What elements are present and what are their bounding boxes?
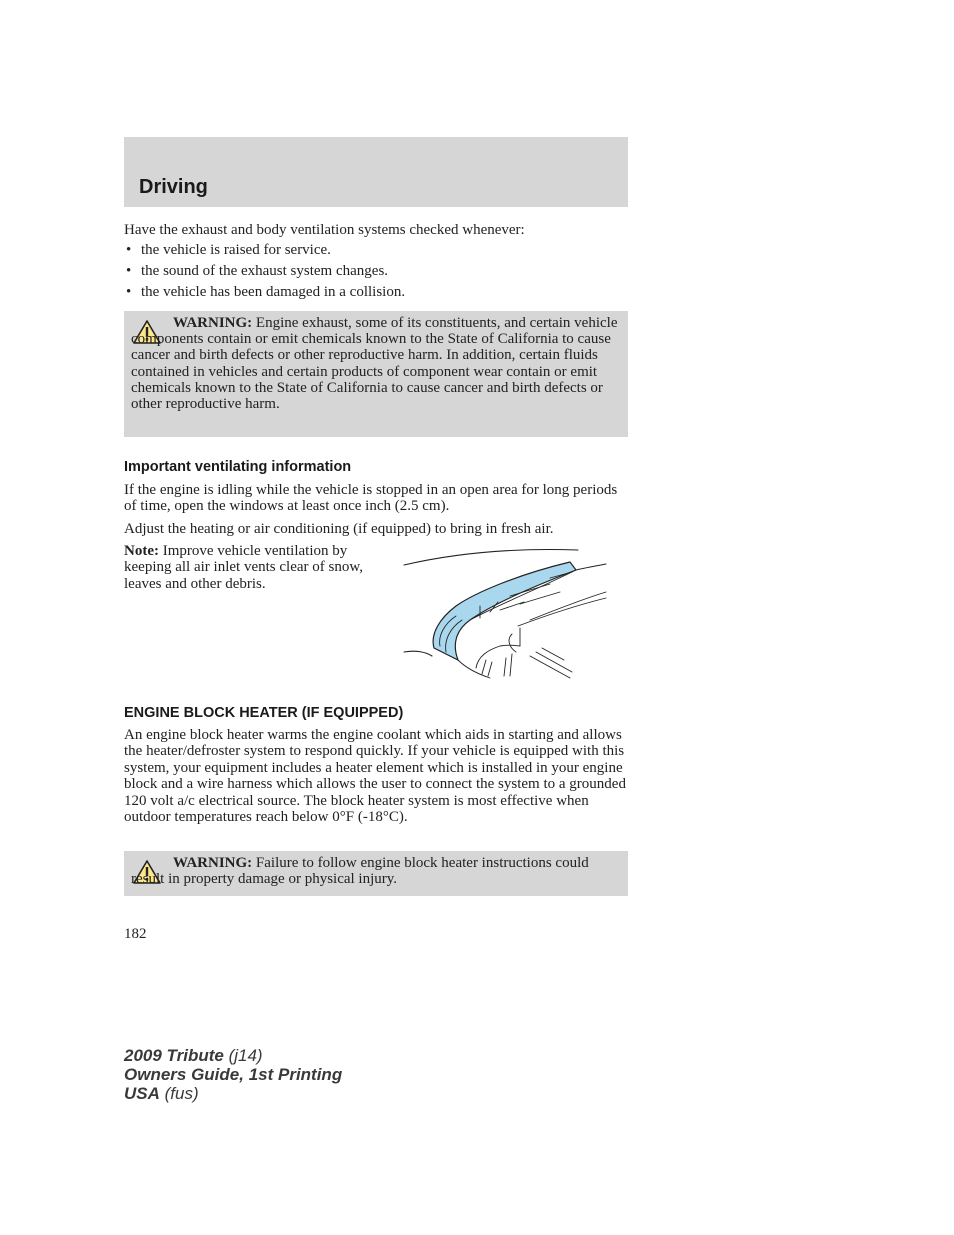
footer-line-2: Owners Guide, 1st Printing: [124, 1065, 343, 1084]
warning-label: WARNING:: [173, 315, 253, 331]
block-heater-para: An engine block heater warms the engine coolant which aids in starting and allows the heater/defroster system to respond quickly. If your vehicle is equipped with this system, your equipment includes a heater element which is installed in your engine block and a wire harness which allows the user to connect the system to a grounded 120 volt a/c electrical source. The block heater system is most effective when outdoor temperatures reach below 0°F (-18°C).: [124, 727, 626, 826]
cowl-vent-illustration: [400, 548, 612, 682]
warning-text: WARNING: Failure to follow engine block heater instructions could result in property damage or physical injury.: [131, 855, 589, 888]
page-number: 182: [124, 926, 147, 942]
block-heater-heading: ENGINE BLOCK HEATER (IF EQUIPPED): [124, 705, 404, 721]
list-item: • the vehicle is raised for service.: [126, 242, 331, 258]
list-item: • the sound of the exhaust system changes.: [126, 263, 389, 279]
ventilating-para-2: Adjust the heating or air conditioning (if equipped) to bring in fresh air.: [124, 521, 554, 537]
note-text: Note: Improve vehicle ventilation by keeping all air inlet vents clear of snow, leaves and other debris.: [124, 543, 363, 592]
list-item: • the vehicle has been damaged in a collision.: [126, 284, 406, 300]
ventilating-para-1: If the engine is idling while the vehicle is stopped in an open area for long periods of time, open the windows at least once inch (2.5 cm).: [124, 482, 618, 515]
intro-text: Have the exhaust and body ventilation systems checked whenever:: [124, 222, 525, 238]
note-label: Note:: [124, 543, 159, 559]
check-list: [124, 242, 628, 305]
footer-line-1: 2009 Tribute (j14): [124, 1046, 263, 1065]
warning-box-block-heater: [124, 851, 628, 896]
document-footer: [124, 1046, 342, 1103]
ventilating-heading: Important ventilating information: [124, 459, 352, 475]
warning-label: WARNING:: [173, 855, 253, 871]
section-title: Driving: [139, 176, 208, 198]
warning-text: WARNING: Engine exhaust, some of its constituents, and certain vehicle components contain or emit chemicals known to the State of California to cause cancer and birth defects or other reproductive harm. In addition, certain fluids contained in vehicles and certain products of component wear contain or emit chemicals known to the State of California to cause cancer and birth defects or other reproductive harm.: [131, 315, 618, 413]
footer-line-3: USA (fus): [124, 1084, 199, 1103]
warning-box-exhaust: [124, 311, 628, 437]
